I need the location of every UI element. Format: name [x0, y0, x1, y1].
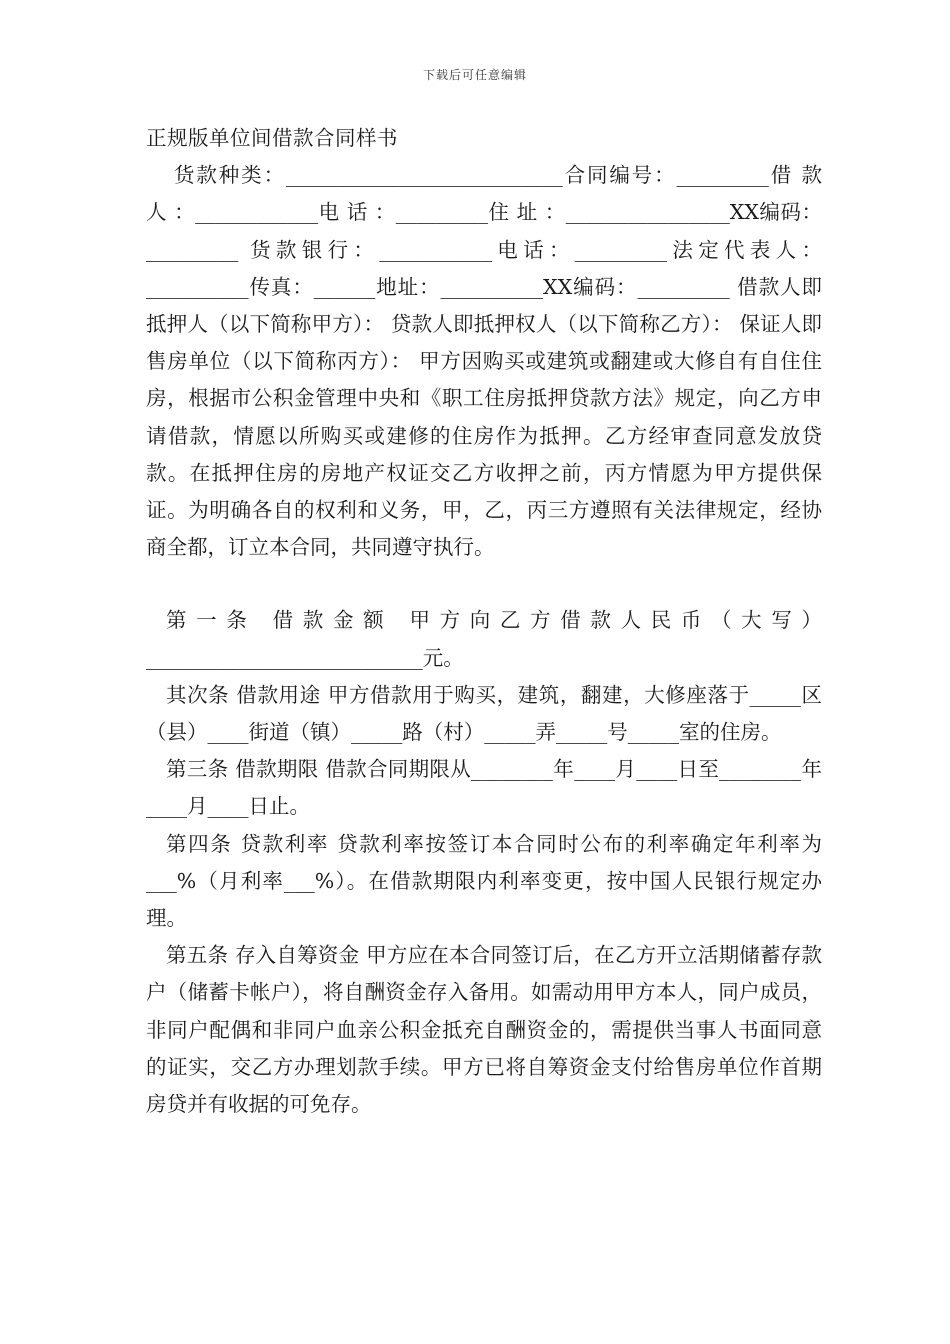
- article-4-interest-rate: 第四条 贷款利率 贷款利率按签订本合同时公布的利率确定年利率为___%（月利率___%）。在借款期限内利率变更，按中国人民银行规定办理。: [146, 831, 822, 931]
- document-title: 正规版单位间借款合同样书: [146, 126, 398, 150]
- intro-paragraph: 货款种类：___________________________合同编号：_________借 款 人 ：____________电 话 ：_________住 址 ：________________XX编码：_________ 货款银行：___________电话：_________法定代表人：__________传真：______地址：__________XX编码：_________ 借款人即抵押人（以下简称甲方）： 贷款人即抵押权人（以下简称乙方）： 保证人即售房单位（以下简称丙方）： 甲方因购买或建筑或翻建或大修自有自住住房，根据市公积金管理中央和《职工住房抵押贷款方法》规定，向乙方申请借款，情愿以所购买或建修的住房作为抵押。乙方经审查同意发放贷款。在抵押住房的房地产权证交乙方收押之前，丙方情愿为甲方提供保证。为明确各自的权利和义务，甲，乙，丙三方遵照有关法律规定，经协商全都，订立本合同，共同遵守执行。: [146, 163, 822, 560]
- page-header-note: 下载后可任意编辑: [422, 68, 527, 82]
- paragraph-gap: [146, 566, 822, 602]
- article-3-term: 第三条 借款期限 借款合同期限从________年____月____日至________年____月____日止。: [146, 757, 822, 819]
- article-2-purpose: 其次条 借款用途 甲方借款用于购买，建筑，翻建，大修座落于_____区（县）____街道（镇）_____路（村）_____弄_____号_____室的住房。: [146, 682, 822, 745]
- article-1-amount: 第一条 借款金额 甲方向乙方借款人民币（大写）___________________________元。: [146, 608, 822, 670]
- contract-document: [146, 120, 822, 1123]
- article-5-self-funds: 第五条 存入自筹资金 甲方应在本合同签订后，在乙方开立活期储蓄存款户（储蓄卡帐户），将自酬资金存入备用。如需动用甲方本人，同户成员，非同户配偶和非同户血亲公积金抵充自酬资金的，需提供当事人书面同意的证实，交乙方办理划款手续。甲方已将自筹资金支付给售房单位作首期房贷并有收据的可免存。: [146, 943, 822, 1117]
